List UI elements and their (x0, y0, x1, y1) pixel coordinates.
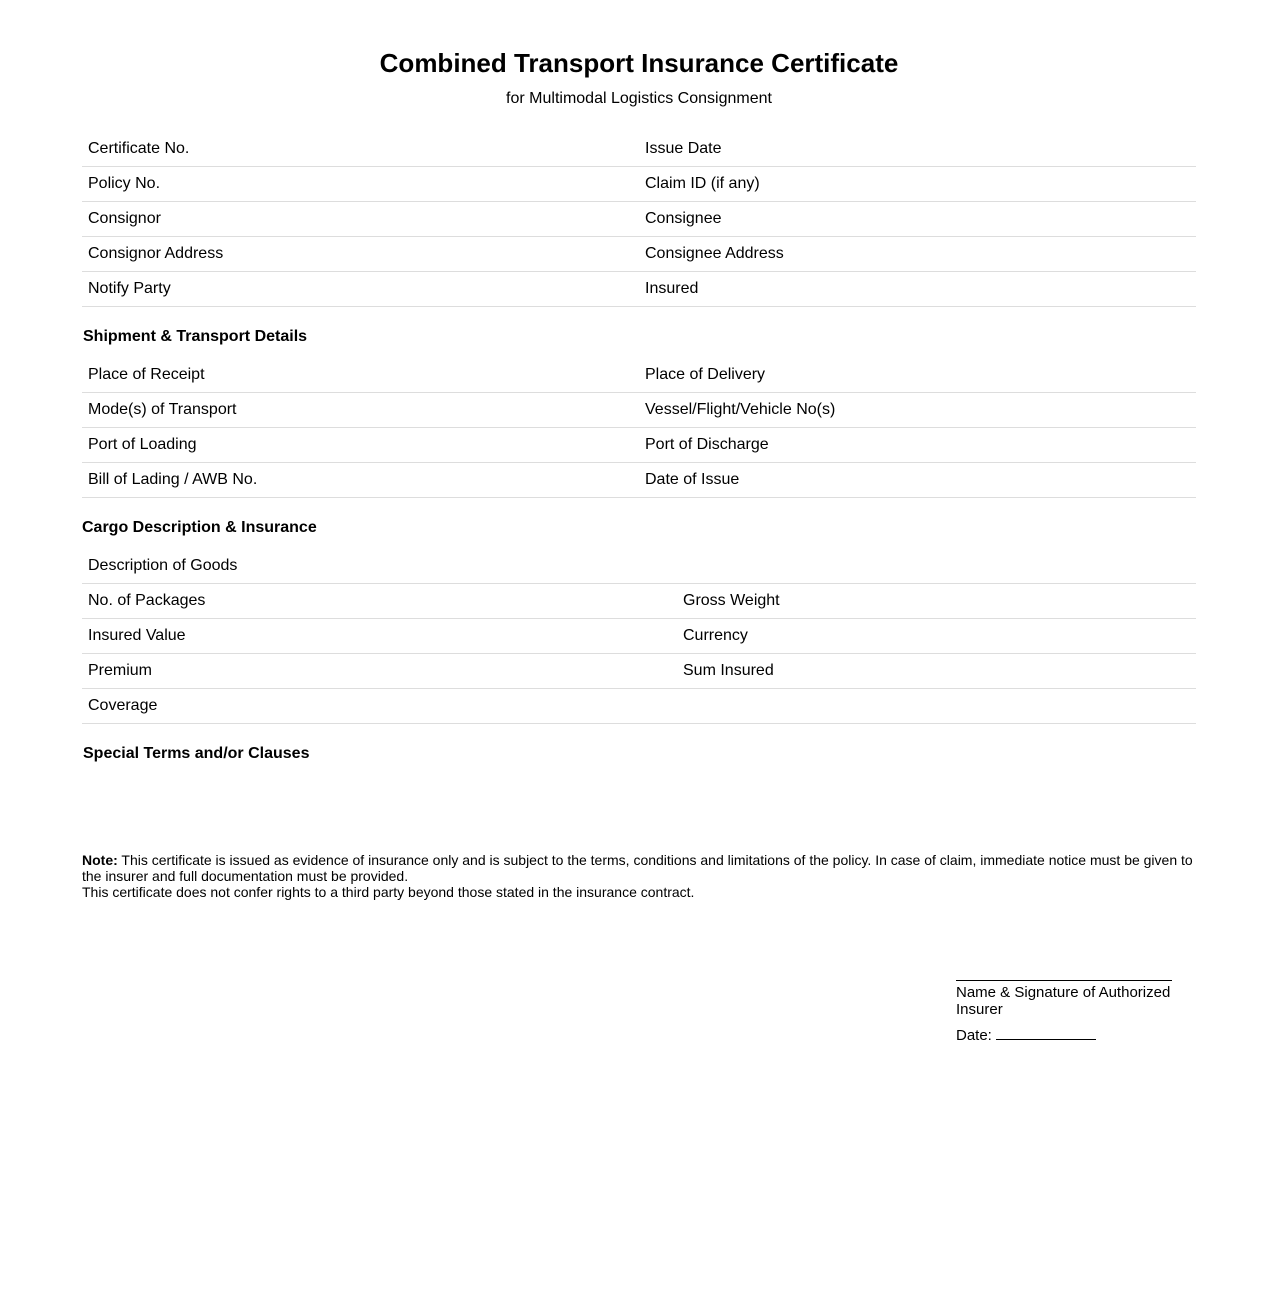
field-claim-id: Claim ID (if any) (639, 167, 1196, 202)
field-certificate-no: Certificate No. (82, 132, 639, 167)
note-text-third-party: This certificate does not confer rights to a third party beyond those stated in the insurance contract. (82, 884, 695, 900)
field-consignor: Consignor (82, 202, 639, 237)
table-row (82, 202, 1196, 237)
field-description-of-goods: Description of Goods (82, 549, 677, 584)
signature-line (956, 980, 1172, 981)
date-label: Date: (956, 1027, 992, 1044)
field-place-of-receipt: Place of Receipt (82, 358, 639, 393)
field-sum-insured: Sum Insured (677, 654, 1196, 689)
field-bill-of-lading: Bill of Lading / AWB No. (82, 463, 639, 498)
field-no-of-packages: No. of Packages (82, 584, 677, 619)
field-notify-party: Notify Party (82, 272, 639, 307)
document-title: Combined Transport Insurance Certificate (379, 48, 899, 78)
table-row (82, 463, 1196, 498)
field-coverage: Coverage (82, 689, 677, 724)
cargo-heading: Cargo Description & Insurance (82, 519, 317, 536)
field-insured-value: Insured Value (82, 619, 677, 654)
note-label: Note: (82, 852, 118, 868)
table-row (82, 619, 1196, 654)
field-insured: Insured (639, 272, 1196, 307)
signature-label: Name & Signature of Authorized Insurer (956, 984, 1171, 1018)
table-row (82, 689, 1196, 724)
cargo-section (82, 549, 1196, 724)
table-row (82, 358, 1196, 393)
field-empty (677, 549, 1196, 584)
table-row (82, 428, 1196, 463)
table-row (82, 393, 1196, 428)
field-gross-weight: Gross Weight (677, 584, 1196, 619)
field-consignor-address: Consignor Address (82, 237, 639, 272)
field-policy-no: Policy No. (82, 167, 639, 202)
field-place-of-delivery: Place of Delivery (639, 358, 1196, 393)
field-port-of-loading: Port of Loading (82, 428, 639, 463)
note-text: This certificate is issued as evidence of insurance only and is subject to the terms, conditions and limitations of the policy. In case of claim, immediate notice must be given to the insurer and full documentation must be provided. (82, 852, 1193, 884)
table-row (82, 654, 1196, 689)
shipment-table (82, 358, 1196, 498)
table-row (82, 272, 1196, 307)
field-port-of-discharge: Port of Discharge (639, 428, 1196, 463)
parties-section (82, 132, 1196, 307)
date-line (956, 1025, 1172, 1044)
note-block (82, 852, 1196, 900)
field-empty (677, 689, 1196, 724)
field-vessel-flight-vehicle: Vessel/Flight/Vehicle No(s) (639, 393, 1196, 428)
table-row (82, 132, 1196, 167)
field-consignee-address: Consignee Address (639, 237, 1196, 272)
field-issue-date: Issue Date (639, 132, 1196, 167)
table-row (82, 549, 1196, 584)
document-subtitle: for Multimodal Logistics Consignment (506, 90, 772, 107)
table-row (82, 237, 1196, 272)
date-blank (996, 1025, 1096, 1040)
cargo-table (82, 549, 1196, 724)
table-row (82, 584, 1196, 619)
shipment-heading: Shipment & Transport Details (83, 328, 308, 345)
signature-block (956, 966, 1172, 1044)
field-premium: Premium (82, 654, 677, 689)
parties-table (82, 132, 1196, 307)
field-date-of-issue: Date of Issue (639, 463, 1196, 498)
shipment-section (82, 358, 1196, 498)
field-consignee: Consignee (639, 202, 1196, 237)
special-terms-heading: Special Terms and/or Clauses (83, 745, 310, 762)
table-row (82, 167, 1196, 202)
field-currency: Currency (677, 619, 1196, 654)
field-modes-of-transport: Mode(s) of Transport (82, 393, 639, 428)
